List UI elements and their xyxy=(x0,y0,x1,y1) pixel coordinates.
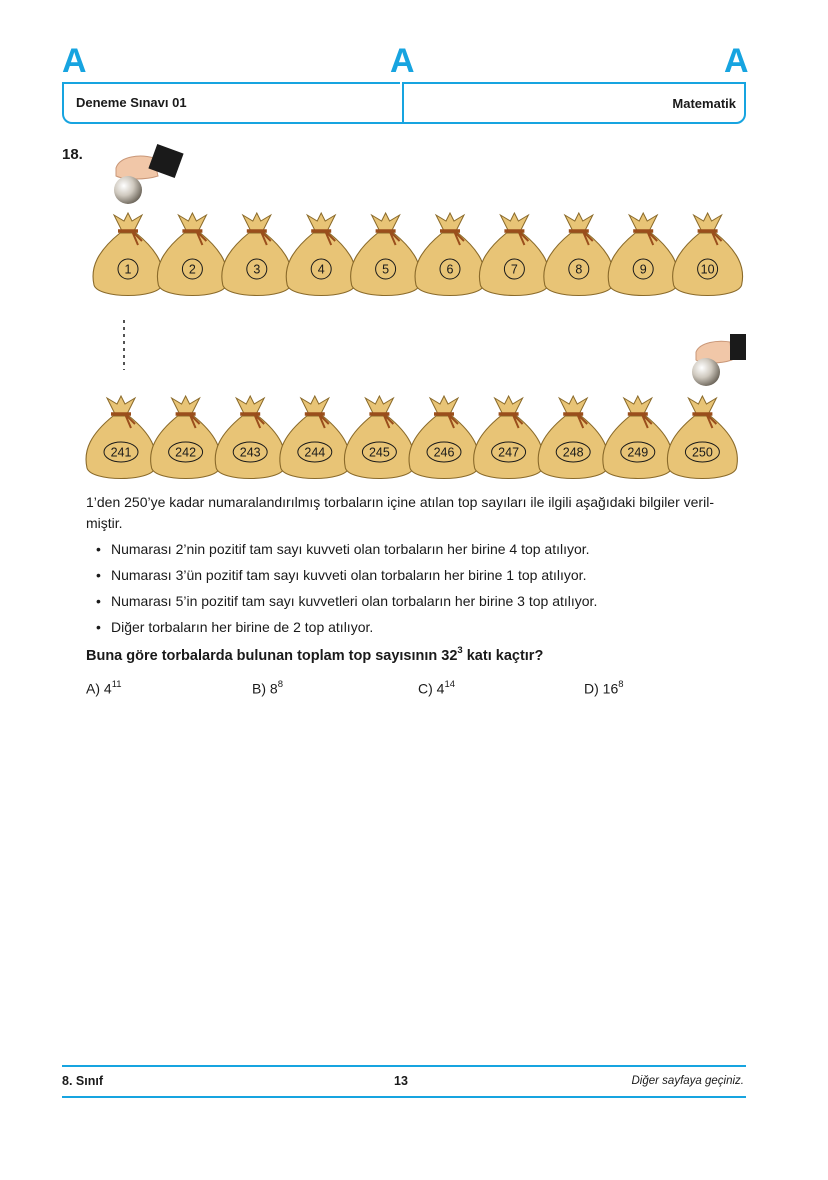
bag-shape xyxy=(608,213,678,296)
bag-shape xyxy=(93,213,163,296)
money-bag-244 xyxy=(280,396,350,479)
money-bag-243 xyxy=(215,396,285,479)
booklet-letter-center: A xyxy=(390,42,415,80)
money-bag-5 xyxy=(351,213,421,296)
money-bag-248 xyxy=(538,396,608,479)
bag-shape xyxy=(667,396,737,479)
question-intro: 1’den 250’ye kadar numaralandırılmış torbaların içine atılan top sayıları ile ilgili aşağıdaki bilgiler veril-miştir. xyxy=(86,494,714,531)
footer-page-number: 13 xyxy=(394,1074,408,1088)
option-b-base: B) 8 xyxy=(252,680,278,697)
bag-shape xyxy=(351,213,421,296)
bag-number: 5 xyxy=(382,262,390,277)
option-c[interactable] xyxy=(418,680,455,697)
bag-shape xyxy=(86,396,156,479)
bag-shape xyxy=(603,396,673,479)
booklet-letter-right: A xyxy=(724,42,749,80)
footer-next-page: Diğer sayfaya geçiniz. xyxy=(631,1075,744,1087)
bags-bottom-row xyxy=(86,396,737,479)
bag-shape xyxy=(479,213,549,296)
money-bag-1 xyxy=(93,213,163,296)
bag-number: 10 xyxy=(700,262,715,277)
option-c-exponent: 14 xyxy=(444,679,456,690)
rule-item: • Numarası 3’ün pozitif tam sayı kuvveti olan torbaların her birine 1 top atılıyor. xyxy=(96,563,597,589)
bag-number: 4 xyxy=(317,262,325,277)
option-d-exponent: 8 xyxy=(618,679,624,690)
bag-number: 247 xyxy=(498,445,520,460)
option-d[interactable] xyxy=(584,680,624,697)
money-bag-247 xyxy=(474,396,544,479)
bag-shape xyxy=(157,213,227,296)
bag-number: 8 xyxy=(575,262,583,277)
hand-with-ball-bottom xyxy=(692,334,746,386)
bag-number: 244 xyxy=(304,445,326,460)
footer-top-rule xyxy=(62,1065,746,1067)
bag-shape xyxy=(538,396,608,479)
footer-bottom-rule xyxy=(62,1096,746,1098)
money-bag-7 xyxy=(479,213,549,296)
bag-number: 249 xyxy=(627,445,649,460)
option-b-exponent: 8 xyxy=(277,679,283,690)
question-stem-text: Buna göre torbalarda bulunan toplam top sayısının 32 xyxy=(86,647,458,664)
money-bag-250 xyxy=(667,396,737,479)
bag-number: 1 xyxy=(124,262,132,277)
bag-shape xyxy=(151,396,221,479)
money-bag-2 xyxy=(157,213,227,296)
bag-number: 250 xyxy=(691,445,713,460)
bag-shape xyxy=(673,213,743,296)
rule-item: • Numarası 2’nin pozitif tam sayı kuvveti olan torbaların her birine 4 top atılıyor. xyxy=(96,537,597,563)
bag-number: 6 xyxy=(446,262,454,277)
money-bag-246 xyxy=(409,396,479,479)
rules-list xyxy=(96,537,597,641)
rule-item: • Numarası 5’in pozitif tam sayı kuvvetleri olan torbaların her birine 3 top atılıyor. xyxy=(96,589,597,615)
bag-shape xyxy=(344,396,414,479)
bag-number: 9 xyxy=(639,262,647,277)
money-bag-242 xyxy=(151,396,221,479)
hand-with-ball-top xyxy=(114,144,184,204)
bags-illustration xyxy=(0,0,828,490)
option-a-exponent: 11 xyxy=(111,679,122,690)
bags-top-row xyxy=(93,213,743,296)
money-bag-241 xyxy=(86,396,156,479)
money-bag-249 xyxy=(603,396,673,479)
rule-item: • Diğer torbaların her birine de 2 top atılıyor. xyxy=(96,615,597,641)
bag-number: 245 xyxy=(368,445,390,460)
bag-shape xyxy=(409,396,479,479)
question-stem xyxy=(86,646,543,664)
bag-number: 7 xyxy=(510,262,518,277)
money-bag-8 xyxy=(544,213,614,296)
bag-shape xyxy=(280,396,350,479)
money-bag-4 xyxy=(286,213,356,296)
question-stem-exponent: 3 xyxy=(457,645,463,656)
option-a-base: A) 4 xyxy=(86,680,112,697)
option-c-base: C) 4 xyxy=(418,680,445,697)
footer-grade: 8. Sınıf xyxy=(62,1074,103,1088)
option-d-base: D) 16 xyxy=(584,680,619,697)
exam-title: Deneme Sınavı 01 xyxy=(76,94,187,110)
money-bag-9 xyxy=(608,213,678,296)
bag-number: 2 xyxy=(188,262,196,277)
option-b[interactable] xyxy=(252,680,283,697)
bag-shape xyxy=(286,213,356,296)
bag-shape xyxy=(474,396,544,479)
bag-number: 243 xyxy=(239,445,261,460)
bag-number: 3 xyxy=(253,262,261,277)
bag-shape xyxy=(222,213,292,296)
bag-number: 248 xyxy=(562,445,584,460)
money-bag-245 xyxy=(344,396,414,479)
bag-shape xyxy=(215,396,285,479)
bag-number: 241 xyxy=(110,445,132,460)
question-stem-tail: katı kaçtır? xyxy=(462,647,544,664)
money-bag-6 xyxy=(415,213,485,296)
question-number: 18. xyxy=(62,146,83,163)
bag-number: 242 xyxy=(175,445,197,460)
bag-shape xyxy=(415,213,485,296)
money-bag-10 xyxy=(673,213,743,296)
money-bag-3 xyxy=(222,213,292,296)
subject-title: Matematik xyxy=(672,95,736,111)
booklet-letter-left: A xyxy=(62,42,87,80)
bag-number: 246 xyxy=(433,445,455,460)
bag-shape xyxy=(544,213,614,296)
option-a[interactable] xyxy=(86,680,122,697)
